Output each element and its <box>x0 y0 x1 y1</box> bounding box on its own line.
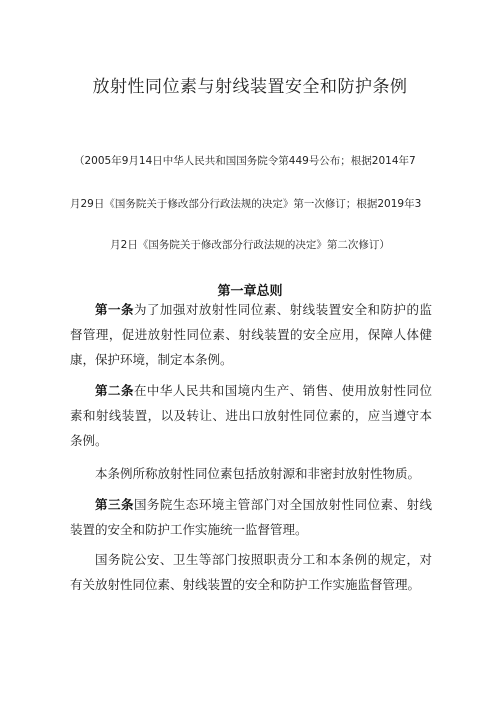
chapter-heading: 第一章总则 <box>217 284 283 299</box>
revision-note-line-3: 月2日《国务院关于修改部分行政法规的决定》第二次修订） <box>110 239 390 251</box>
article-2-paragraph <box>70 378 432 453</box>
paragraph-text: 本条例所称放射性同位素包括放射源和非密封放射性物质。 <box>95 466 421 481</box>
revision-note-line-2: 月29日《国务院关于修改部分行政法规的决定》第一次修订；根据2019年3 <box>70 198 422 210</box>
paragraph-text: 国务院公安、卫生等部门按照职责分工和本条例的规定，对有关放射性同位素、射线装置的安全和防护工作实施监督管理。 <box>70 552 432 592</box>
article-1-paragraph <box>70 297 432 372</box>
paragraph-text: 国务院生态环境主管部门对全国放射性同位素、射线装置的安全和防护工作实施统一监督管理。 <box>70 497 432 537</box>
paragraph-text: 为了加强对放射性同位素、射线装置安全和防护的监督管理，促进放射性同位素、射线装置的安全应用，保障人体健康，保护环境，制定本条例。 <box>70 302 432 367</box>
paragraph-text: 在中华人民共和国境内生产、销售、使用放射性同位素和射线装置，以及转让、进出口放射性同位素的，应当遵守本条例。 <box>70 383 432 448</box>
revision-note-line-1: （2005年9月14日中华人民共和国国务院令第449号公布；根据2014年7 <box>74 155 416 167</box>
article-number: 第二条 <box>95 383 134 398</box>
document-title: 放射性同位素与射线装置安全和防护条例 <box>92 77 408 97</box>
article-3-sub-paragraph <box>70 547 432 597</box>
article-number: 第一条 <box>95 302 134 317</box>
article-2-sub-paragraph <box>70 461 432 486</box>
article-3-paragraph <box>70 492 432 542</box>
article-number: 第三条 <box>95 497 134 512</box>
